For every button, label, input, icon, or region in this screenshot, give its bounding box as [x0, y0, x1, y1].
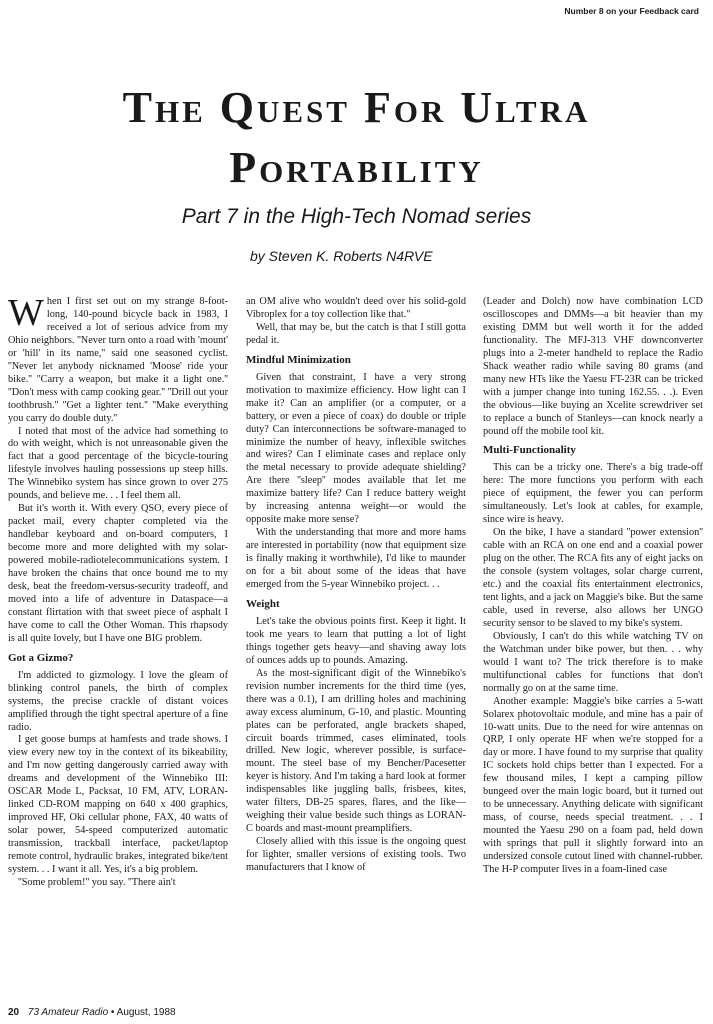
paragraph: As the most-significant digit of the Winnebiko's revision number increments for the third time (yes, there was a 0.1), I am drilling holes and machining away excess aluminum, G-10, and plastic. Mounting plates can be perforated, angle brackets shaped, circuit boards trimmed, cases eliminated, tools drilled. New logic, wherever possible, is surface-mount. The steel base of my Bencher/Pacesetter keyer is history. And I'm taking a hard look at former indispensables like juggling balls, frisbees, kites, water filters, DB-25 spares, flares, and the like—weighing their value beside such things as LORAN-C boards and mast-mount preamplifiers. — [246, 667, 466, 835]
author-byline: by Steven K. Roberts N4RVE — [250, 248, 433, 264]
paragraph: Well, that may be, but the catch is that I still gotta pedal it. — [246, 321, 466, 346]
footer-separator: • — [110, 1007, 115, 1018]
paragraph: Closely allied with this issue is the ongoing quest for lighter, smaller versions of existing tools. Two manufacturers that I know of — [246, 836, 466, 874]
article-title — [0, 78, 713, 198]
paragraph: ''Some problem!'' you say. ''There ain't — [18, 876, 176, 888]
section-heading: Multi-Functionality — [483, 444, 576, 457]
paragraph: I get goose bumps at hamfests and trade shows. I view every new toy in the context of its bikeability, and I'm now getting dangerously carried away with dreams and development of the Winnebiko III: OSCAR Mode L, Packsat, 10 FM, ATV, LORAN-linked CD-ROM mapping on 640 x 400 graphics, improved HF, Oki cellular phone, FAX, 40 watts of solar power, 54-speed computerized automatic transmission, trackball interface, packet/laptop remote control, hydraulic brakes, integrated bike/tent system. . . I want it all. Yes, it's a big problem. — [8, 734, 228, 875]
page-footer — [8, 1007, 176, 1018]
paragraph: an OM alive who wouldn't deed over his solid-gold Vibroplex for a toy collection like that.'' — [246, 296, 466, 320]
paragraph: Given that constraint, I have a very strong motivation to maximize efficiency. How light can I make it? Can an amplifier (or a computer, or a battery, or even a piece of coax) do double or triple duty? Can interconnections be software-managed to minimize the number of heavy, inflexible switches and wires? Can I eliminate cases and replace only the metal necessary to provide adequate shielding? Are there ''sleep'' modes available that let me maximize battery life? Can I reduce battery weight by increasing antenna weight—or would the opposite make more sense? — [246, 371, 466, 526]
article-title-line-1: The Quest For Ultra — [122, 83, 591, 132]
issue-date: August, 1988 — [116, 1007, 176, 1018]
section-heading: Got a Gizmo? — [8, 651, 74, 664]
paragraph: With the understanding that more and more hams are interested in portability (now that equipment size is finally making it worthwhile), I'd like to maunder on for a bit about some of the ideas that have emerged from the 5-year Winnebiko project. . . — [246, 527, 466, 591]
magazine-name: 73 Amateur Radio — [27, 1007, 109, 1018]
paragraph: But it's worth it. With every QSO, every piece of packet mail, every chapter completed via the handlebar keyboard and on-board computers, I become more and more delighted with my solar-powered mobile-radiotelecommunications system. I have broken the chains that once bound me to my desk, beat the freedom-versus-security tradeoff, and moved into a life of adventure in Dataspace—a constant flirtation with that sweet piece of asphalt I have come to call the Other Woman. This rhapsody is all quite lovely, but I have one BIG problem. — [8, 503, 228, 644]
page-number: 20 — [8, 1007, 20, 1018]
paragraph: I'm addicted to gizmology. I love the gleam of blinking control panels, the birth of complex systems, the precise crackle of distant voices amplified through the tight spectral aperture of a fine radio. — [8, 669, 228, 733]
text-column-3 — [483, 296, 703, 1002]
paragraph: Let's take the obvious points first. Keep it light. It took me years to learn that putting a lot of light things together gets heavy—and shaving away lots of ounces adds up to pounds. Amazing. — [246, 615, 466, 666]
paragraph: When I first set out on my strange 8-foot-long, 140-pound bicycle back in 1983, I received a lot of serious advice from my Ohio neighbors. ''Never turn onto a road with 'mount' or 'hill' in its name,'' said one seasoned cyclist. ''Never let anybody nicknamed 'Moose' ride your bike.'' ''Carry a weapon, but make it a light one.'' ''Don't mess with camp cooking gear.'' ''Drill out your toothbrush.'' ''Get a lighter tent.'' ''Make everything you carry do double duty.'' — [8, 296, 228, 424]
feedback-card-label: Number 8 on your Feedback card — [564, 6, 699, 16]
paragraph: Obviously, I can't do this while watching TV on the Watchman under bike power, but then. . . why would I want to? The trick therefore is to make multifunctional cables for functions that don't normally go on at the same time. — [483, 630, 703, 694]
paragraph: I noted that most of the advice had something to do with weight, which is not unreasonable given the fact that a good percentage of the bicycle-touring lifestyle involves hauling possessions up steep hills. The Winnebiko system has since grown to over 275 pounds, and believe me. . . I feel them all. — [8, 425, 228, 502]
paragraph: This can be a tricky one. There's a big trade-off here: The more functions you perform with each piece of equipment, the fewer you can perform simultaneously. Let's look at cables, for example, since wire is heavy. — [483, 462, 703, 526]
section-heading: Weight — [246, 597, 280, 610]
text-column-2 — [246, 296, 466, 1002]
text-column-1 — [8, 296, 228, 1002]
paragraph: Another example: Maggie's bike carries a 5-watt Solarex photovoltaic module, and mine has a pair of 10-watt units. Due to the need for wire antennas on QRP, I only operate HF when we're stopped for a day or more. I have found to my surprise that quality IC sockets hold chips better than I expected. For a few thousand miles, I kept a camping pillow bungeed over the main logic board, but it turned out to be unnecessary. Anything delicate with significant mass, of course, needs special treatment. . . I mounted the Yaesu 290 on a foam pad, held down with springs that pull it slightly forward into an undersized console cutout lined with channel-rubber. The H-P computer lives in a foam-lined case — [483, 695, 703, 875]
drop-cap: W — [8, 296, 44, 334]
paragraph: (Leader and Dolch) now have combination LCD oscilloscopes and DMMs—a bit heavier than my existing DMM but well worth it for the added functionality. The MFJ-313 VHF downconverter plugs into a 2-meter handheld to replace the Radio Shack weather radio while saving 80 grams (and many new HTs like the Yaesu FT-23R can be tricked with a jumper change into tuning 162.55. . .). Even the obvious—like buying an Xcelite screwdriver set to replace a bunch of Stanleys—can knock nearly a pound off the mobile tool kit. — [483, 296, 703, 437]
section-heading: Mindful Minimization — [246, 353, 351, 366]
article-subtitle: Part 7 in the High-Tech Nomad series — [181, 205, 532, 228]
article-title-line-2: Portability — [229, 143, 484, 192]
paragraph: On the bike, I have a standard ''power extension'' cable with an RCA on one end and a coaxial power plug on the other. The RCA fits any of eight jacks on the console (system voltages, solar charge current, etc.) and the coaxial fits entertainment electronics, tent lights, and a jack on Maggie's bike. But the same cable, used in reverse, also allows her UNGO security sensor to be slaved to my bike's system. — [483, 527, 703, 629]
